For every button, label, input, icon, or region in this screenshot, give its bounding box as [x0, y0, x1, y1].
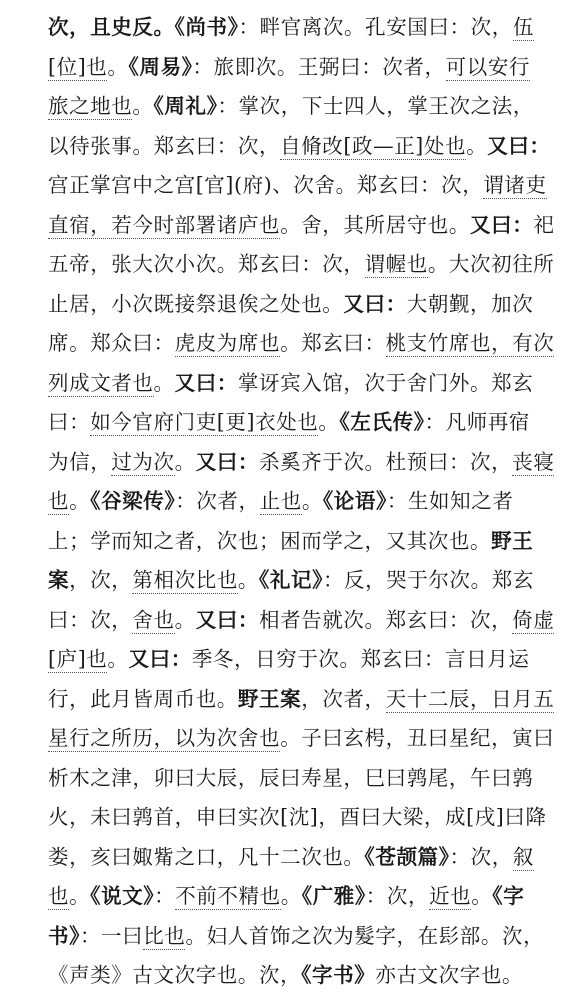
underlined-gloss: 星行之所历，以为次舍也 — [48, 726, 281, 750]
bold-heading: 又曰： — [343, 291, 407, 316]
text-segment: 宫正掌宫中之宫[官](府)、次舍。郑玄曰：次， — [48, 173, 484, 197]
text-segment: 。 — [107, 647, 129, 671]
underlined-gloss: 桃支竹席也，有次 — [385, 331, 555, 355]
text-segment: 相者告就次。郑玄曰：次， — [259, 607, 513, 632]
text-segment: ：次， — [449, 844, 513, 869]
text-segment: ：次者， — [175, 489, 260, 513]
text-line — [48, 403, 567, 443]
underlined-gloss: 旅之地也 — [48, 94, 133, 118]
text-line — [48, 324, 567, 364]
text-segment: 上；学而知之者，次也；困而学之，又其次也。 — [48, 528, 492, 553]
underlined-gloss: 虎皮为席也 — [174, 331, 281, 355]
bold-heading: 又曰： — [174, 370, 238, 395]
text-line — [48, 285, 567, 325]
text-segment: 。 — [174, 449, 196, 474]
text-segment: 。 — [174, 607, 196, 632]
underlined-gloss: 叙 — [512, 844, 534, 869]
underlined-gloss: 谓诸吏 — [483, 173, 547, 197]
text-line — [48, 719, 567, 759]
underlined-gloss: 不前不精也 — [175, 884, 281, 908]
text-segment: ：生如知之者 — [386, 489, 514, 513]
bold-heading: 又曰： — [487, 133, 551, 158]
text-line — [48, 48, 567, 88]
text-segment: 祀 — [533, 212, 555, 237]
text-segment: 娄，亥曰娵觜之口，凡十二次也。 — [48, 844, 365, 869]
underlined-gloss: 直宿，若今时部署诸庐也 — [48, 212, 281, 237]
bold-heading: 次，且史反。《尚书》 — [48, 15, 239, 39]
text-line — [48, 443, 567, 483]
underlined-gloss: 也 — [48, 884, 70, 908]
bold-heading: 《论语》 — [322, 489, 387, 513]
text-segment: 掌讶宾入馆，次于舍门外。郑玄 — [237, 370, 534, 395]
text-segment: 行，此月皆周币也。 — [48, 686, 238, 711]
bold-heading: 《字 — [492, 884, 525, 908]
text-segment: 为信， — [48, 449, 112, 474]
bold-heading: 《说文》 — [90, 884, 155, 908]
text-line — [48, 561, 567, 601]
underlined-gloss: 可以安行 — [445, 54, 531, 79]
text-segment: 火，未曰鹑首，申曰实次[沈]，酉曰大梁，成[戌]曰降 — [48, 805, 547, 829]
underlined-gloss: 过为次 — [111, 449, 175, 474]
text-segment: ：一曰 — [79, 923, 144, 948]
text-segment: 大朝觐，加次 — [406, 291, 534, 316]
text-line — [48, 759, 567, 799]
text-segment: 以待张事。郑玄曰：次， — [48, 133, 281, 158]
bold-heading: 《字书》 — [301, 963, 376, 987]
text-segment: 。 — [153, 370, 175, 395]
text-segment: 季冬，日穷于次。郑玄曰：言日月运 — [191, 647, 530, 671]
bold-heading: 又曰： — [195, 607, 260, 632]
underlined-gloss: [位]也 — [48, 54, 108, 79]
text-line — [48, 206, 567, 246]
text-line — [48, 127, 567, 167]
text-segment: 。 — [318, 410, 340, 434]
text-segment: 。 — [301, 489, 323, 513]
text-segment: 。妇人首饰之次为髮字，在髟部。㳄， — [185, 923, 545, 948]
underlined-gloss: 如今官府门吏[更]衣处也 — [90, 410, 319, 434]
text-segment: 。 — [69, 884, 91, 908]
underlined-gloss: 倚虚 — [512, 607, 555, 632]
underlined-gloss: 天十二辰，日月五 — [385, 686, 555, 711]
text-segment: ： — [154, 884, 176, 908]
text-segment: 。 — [69, 489, 91, 513]
bold-heading: 野王案 — [237, 686, 302, 711]
text-segment: ，次者， — [301, 686, 386, 711]
text-segment: 。 — [466, 133, 488, 158]
text-segment: ：畔官离次。孔安国曰：次， — [238, 15, 513, 39]
text-segment: 席。郑众曰： — [48, 331, 175, 355]
underlined-gloss: 近也 — [429, 884, 472, 908]
text-segment: 。 — [132, 94, 154, 118]
text-segment: ：次， — [365, 884, 430, 908]
bold-heading: 案 — [48, 568, 70, 592]
text-line — [48, 640, 567, 680]
underlined-gloss: 自脩改[政—正]处也 — [280, 133, 467, 158]
underlined-gloss: 列成文者也 — [48, 370, 154, 395]
text-segment: ：掌次，下士四人，掌王次之法， — [217, 94, 534, 118]
text-segment: 。郑玄曰： — [280, 331, 386, 355]
bold-heading: 《周礼》 — [153, 94, 218, 118]
bold-heading: 《左氏传》 — [339, 410, 425, 434]
text-segment: 。子曰玄枵，丑曰星纪，寅曰 — [280, 726, 555, 750]
underlined-gloss: 伍 — [512, 15, 534, 39]
text-segment: 析木之津，卯曰大辰，辰曰寿星，巳曰鹑尾，午曰鹑 — [48, 765, 534, 790]
underlined-gloss: 止也 — [259, 489, 302, 513]
bold-heading: 《谷梁传》 — [90, 489, 176, 513]
text-line — [48, 917, 567, 957]
text-line — [48, 245, 567, 285]
text-line — [48, 8, 567, 48]
text-segment: 。 — [471, 884, 493, 908]
text-segment: 杀奚齐于次。杜预曰：次， — [259, 449, 513, 474]
bold-heading: 书》 — [48, 923, 80, 948]
underlined-gloss: [庐]也 — [48, 647, 108, 671]
bold-heading: 野王 — [491, 528, 534, 553]
text-line — [48, 798, 567, 838]
bold-heading: 《礼记》 — [259, 568, 323, 592]
text-line — [48, 482, 567, 522]
text-line — [48, 364, 567, 404]
bold-heading: 《周易》 — [128, 54, 193, 79]
text-segment: 止居，小次既接祭退俟之处也。 — [48, 291, 344, 316]
bold-heading: 《广雅》 — [301, 884, 366, 908]
text-segment: 。 — [107, 54, 129, 79]
underlined-gloss: 比也 — [143, 923, 186, 948]
text-segment: 曰： — [48, 410, 91, 434]
text-line — [48, 522, 567, 562]
underlined-gloss: 谓幄也 — [364, 252, 428, 276]
text-segment: 曰：次， — [48, 607, 133, 632]
text-segment: 五帝，张大次小次。郑玄曰：次， — [48, 252, 365, 276]
text-line — [48, 166, 567, 206]
text-line — [48, 838, 567, 878]
underlined-gloss: 丧寝 — [512, 449, 555, 474]
underlined-gloss: 第相次比也 — [132, 568, 238, 592]
text-segment: 。 — [237, 568, 260, 592]
text-segment: ：凡师再宿 — [424, 410, 531, 434]
bold-heading: 又曰： — [470, 212, 534, 237]
bold-heading: 《苍颉篇》 — [364, 844, 450, 869]
bold-heading: 又曰： — [195, 449, 260, 474]
text-line — [48, 680, 567, 720]
text-line — [48, 956, 567, 996]
text-line — [48, 87, 567, 127]
text-segment: ：反，哭于尔次。郑玄 — [322, 568, 534, 592]
text-segment: 。 — [280, 884, 302, 908]
text-line — [48, 877, 567, 917]
text-segment: 《声类》古文次字也。㳄， — [48, 963, 302, 987]
bold-heading: 又曰： — [128, 647, 192, 671]
text-segment: ：旅即次。王弼曰：次者， — [192, 54, 446, 79]
underlined-gloss: 也 — [48, 489, 70, 513]
underlined-gloss: 舍也 — [132, 607, 175, 632]
text-segment: ，次， — [69, 568, 133, 592]
text-segment: 。大次初往所 — [427, 252, 555, 276]
text-segment: 。舍，其所居守也。 — [280, 212, 471, 237]
text-line — [48, 601, 567, 641]
text-segment: 亦古文次字也。 — [375, 963, 524, 987]
